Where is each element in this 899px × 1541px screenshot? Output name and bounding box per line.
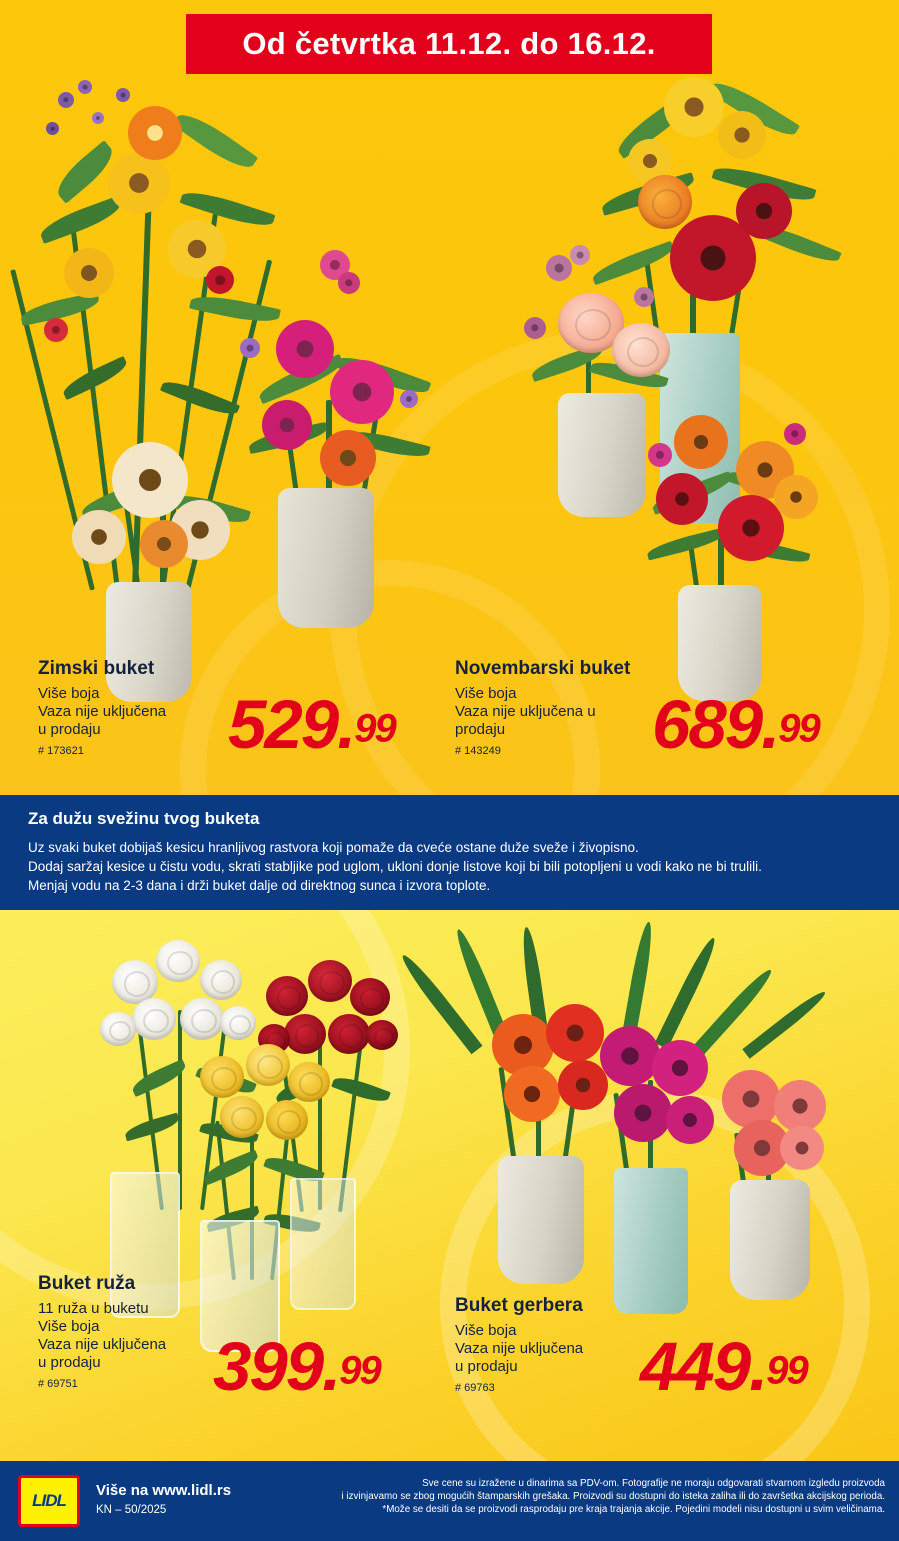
novembarski-buket-image bbox=[450, 55, 890, 675]
product-desc-line: u prodaju bbox=[455, 1358, 518, 1375]
website-link[interactable]: Više na www.lidl.rs bbox=[96, 1482, 232, 1499]
product-name: Buket gerbera bbox=[455, 1295, 583, 1316]
product-code: # 69763 bbox=[455, 1382, 495, 1394]
freshness-info-bar bbox=[0, 795, 899, 910]
lidl-logo-text: LIDL bbox=[32, 1491, 66, 1510]
vase bbox=[678, 585, 762, 701]
price-whole: 399 bbox=[213, 1328, 323, 1405]
date-banner: Od četvrtka 11.12. do 16.12. bbox=[186, 14, 712, 74]
product-label-novembarski bbox=[455, 658, 685, 757]
price-dot: . bbox=[749, 1328, 767, 1405]
legal-line-3: *Može se desiti da se proizvodi rasprodaju pre kraja trajanja akcije. Pojedini modeli nisu dostupni u svim veličinama. bbox=[382, 1504, 885, 1515]
vase bbox=[498, 1156, 584, 1284]
vase bbox=[614, 1168, 688, 1314]
issue-number: KN – 50/2025 bbox=[96, 1504, 167, 1516]
info-line-2: Dodaj saržaj kesice u čistu vodu, skrati stabljike pod uglom, ukloni donje listove koji bi bili potopljeni u vodi kako ne bi trulili. bbox=[28, 859, 762, 874]
product-label-zimski bbox=[38, 658, 258, 757]
product-desc-line: Više boja bbox=[38, 685, 100, 702]
product-name: Zimski buket bbox=[38, 658, 155, 679]
product-desc-line: Više boja bbox=[455, 685, 517, 702]
vase bbox=[558, 393, 646, 517]
legal-line-2: i izvinjavamo se zbog mogućih štamparskih grešaka. Proizvodi su dostupni do isteka zaliha ili do završetka akcijskog perioda. bbox=[341, 1491, 885, 1502]
price-whole: 689 bbox=[652, 686, 762, 763]
product-code: # 173621 bbox=[38, 745, 84, 757]
info-line-3: Menjaj vodu na 2-3 dana i drži buket dalje od direktnog sunca i izvora toplote. bbox=[28, 878, 491, 893]
product-desc-line: Vaza nije uključena u bbox=[455, 703, 596, 720]
legal-disclaimer bbox=[325, 1477, 885, 1516]
price-ruza bbox=[213, 1328, 380, 1405]
info-title: Za dužu svežinu tvog buketa bbox=[28, 809, 260, 828]
price-dot: . bbox=[337, 686, 355, 763]
price-whole: 449 bbox=[640, 1328, 750, 1405]
glass-vase bbox=[290, 1178, 356, 1310]
bottom-promo-section bbox=[0, 910, 899, 1461]
price-gerbera bbox=[640, 1328, 807, 1405]
price-cents: 99 bbox=[354, 706, 395, 751]
price-zimski bbox=[228, 686, 395, 763]
price-dot: . bbox=[761, 686, 779, 763]
product-name: Buket ruža bbox=[38, 1273, 136, 1294]
footer bbox=[0, 1461, 899, 1541]
product-code: # 143249 bbox=[455, 745, 501, 757]
buket-gerbera-image bbox=[440, 920, 860, 1320]
buket-ruza-image bbox=[60, 920, 440, 1320]
price-cents: 99 bbox=[339, 1348, 380, 1393]
legal-line-1: Sve cene su izražene u dinarima sa PDV-om. Fotografije ne moraju odgovarati stvarnom izgledu proizvoda bbox=[422, 1478, 885, 1489]
product-name: Novembarski buket bbox=[455, 658, 631, 679]
vase bbox=[730, 1180, 810, 1300]
price-dot: . bbox=[322, 1328, 340, 1405]
price-cents: 99 bbox=[766, 1348, 807, 1393]
product-code: # 69751 bbox=[38, 1378, 78, 1390]
product-desc-line: u prodaju bbox=[38, 721, 101, 738]
product-desc-line: Vaza nije uključena bbox=[38, 703, 167, 720]
product-desc-line: 11 ruža u buketu bbox=[38, 1300, 149, 1317]
product-desc-line: Više boja bbox=[455, 1322, 517, 1339]
zimski-buket-image bbox=[20, 70, 450, 650]
price-cents: 99 bbox=[778, 706, 819, 751]
info-line-1: Uz svaki buket dobijaš kesicu hranljivog rastvora koji pomaže da cveće ostane duže sveže i živopisno. bbox=[28, 840, 639, 855]
vase bbox=[278, 488, 374, 628]
product-desc-line: Vaza nije uključena bbox=[455, 1340, 584, 1357]
price-novembarski bbox=[652, 686, 819, 763]
product-desc-line: prodaju bbox=[455, 721, 506, 738]
price-whole: 529 bbox=[228, 686, 338, 763]
product-desc-line: Vaza nije uključena bbox=[38, 1336, 167, 1353]
lidl-logo-icon bbox=[18, 1475, 80, 1527]
product-desc-line: u prodaju bbox=[38, 1354, 101, 1371]
product-desc-line: Više boja bbox=[38, 1318, 100, 1335]
